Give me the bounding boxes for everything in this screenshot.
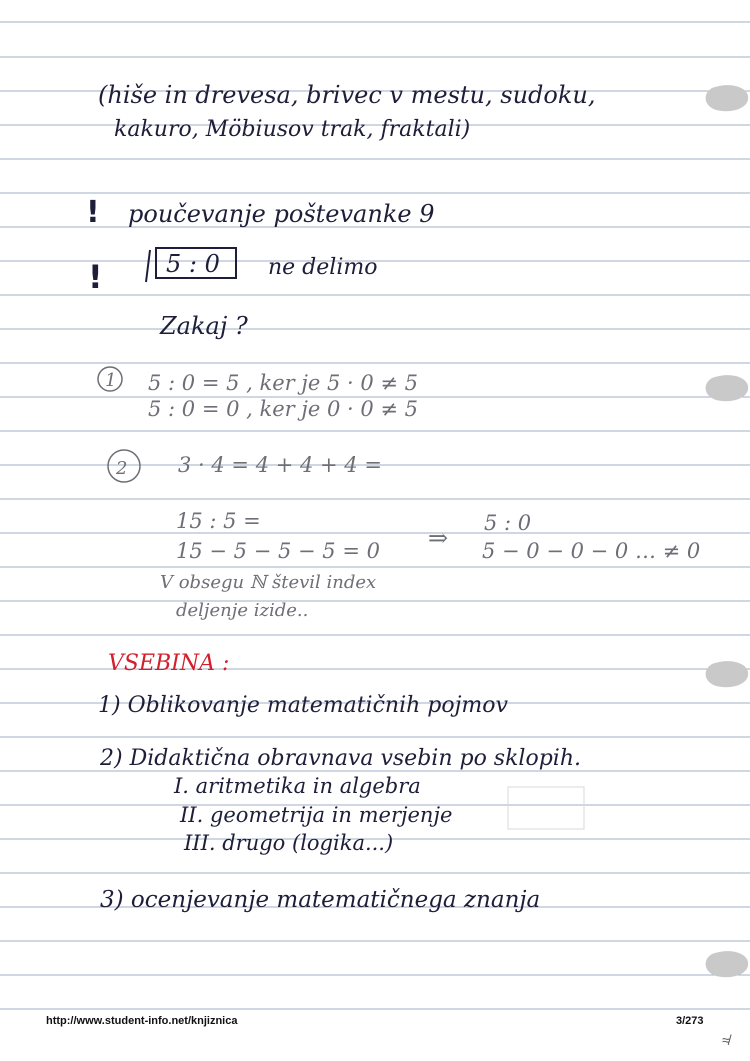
binder-holes bbox=[706, 85, 749, 977]
implies-arrow: ⇒ bbox=[428, 524, 449, 552]
note-zakaj: Zakaj ? bbox=[160, 312, 248, 340]
footer-url[interactable]: http://www.student-info.net/knjiznica bbox=[46, 1015, 238, 1027]
example-1-line-b: 5 : 0 = 0 , ker je 0 · 0 ≠ 5 bbox=[148, 397, 419, 421]
content-item-2: 2) Didaktična obravnava vsebin po sklopih. bbox=[100, 746, 581, 771]
circle-number-1-text: 1 bbox=[105, 370, 117, 391]
example-2-line: 3 · 4 = 4 + 4 + 4 = bbox=[178, 453, 382, 477]
example-3-line-a: 15 : 5 = bbox=[176, 509, 261, 533]
note-obseg-line2: deljenje izide.. bbox=[176, 600, 309, 621]
content-item-2-i: I. aritmetika in algebra bbox=[174, 774, 421, 798]
box-left-stroke bbox=[146, 250, 150, 282]
heading-vsebina: VSEBINA : bbox=[108, 651, 230, 676]
note-poucevanje: poučevanje poštevanke 9 bbox=[128, 200, 435, 228]
note-obseg-line1: V obsegu ℕ števil index bbox=[160, 572, 377, 593]
content-item-2-iii: III. drugo (logika...) bbox=[184, 831, 394, 855]
boxed-expression-text: 5 : 0 bbox=[166, 250, 220, 278]
footer-page-number: 3/273 bbox=[676, 1015, 704, 1027]
content-item-3: 3) ocenjevanje matematičnega znanja bbox=[100, 887, 541, 913]
example-1-line-a: 5 : 0 = 5 , ker je 5 · 0 ≠ 5 bbox=[148, 371, 419, 395]
ruled-lines bbox=[0, 22, 750, 1009]
example-3-line-d: 5 − 0 − 0 − 0 … ≠ 0 bbox=[482, 539, 701, 563]
footer-mark: ≉ bbox=[722, 1032, 730, 1048]
example-3-line-b: 15 − 5 − 5 − 5 = 0 bbox=[176, 539, 380, 563]
note-ne-delimo: ne delimo bbox=[268, 255, 378, 280]
note-examples-line2: kakuro, Möbiusov trak, fraktali) bbox=[114, 117, 471, 142]
circle-number-2-text: 2 bbox=[116, 458, 128, 479]
note-examples-line1: (hiše in drevesa, brivec v mestu, sudoku, bbox=[98, 81, 596, 109]
exclamation-mark-2: ! bbox=[88, 258, 103, 296]
example-3-line-c: 5 : 0 bbox=[484, 511, 532, 535]
content-item-1: 1) Oblikovanje matematičnih pojmov bbox=[98, 693, 508, 718]
show-through-box bbox=[508, 787, 584, 829]
content-item-2-ii: II. geometrija in merjenje bbox=[180, 803, 453, 827]
exclamation-mark-1: ! bbox=[86, 195, 100, 230]
